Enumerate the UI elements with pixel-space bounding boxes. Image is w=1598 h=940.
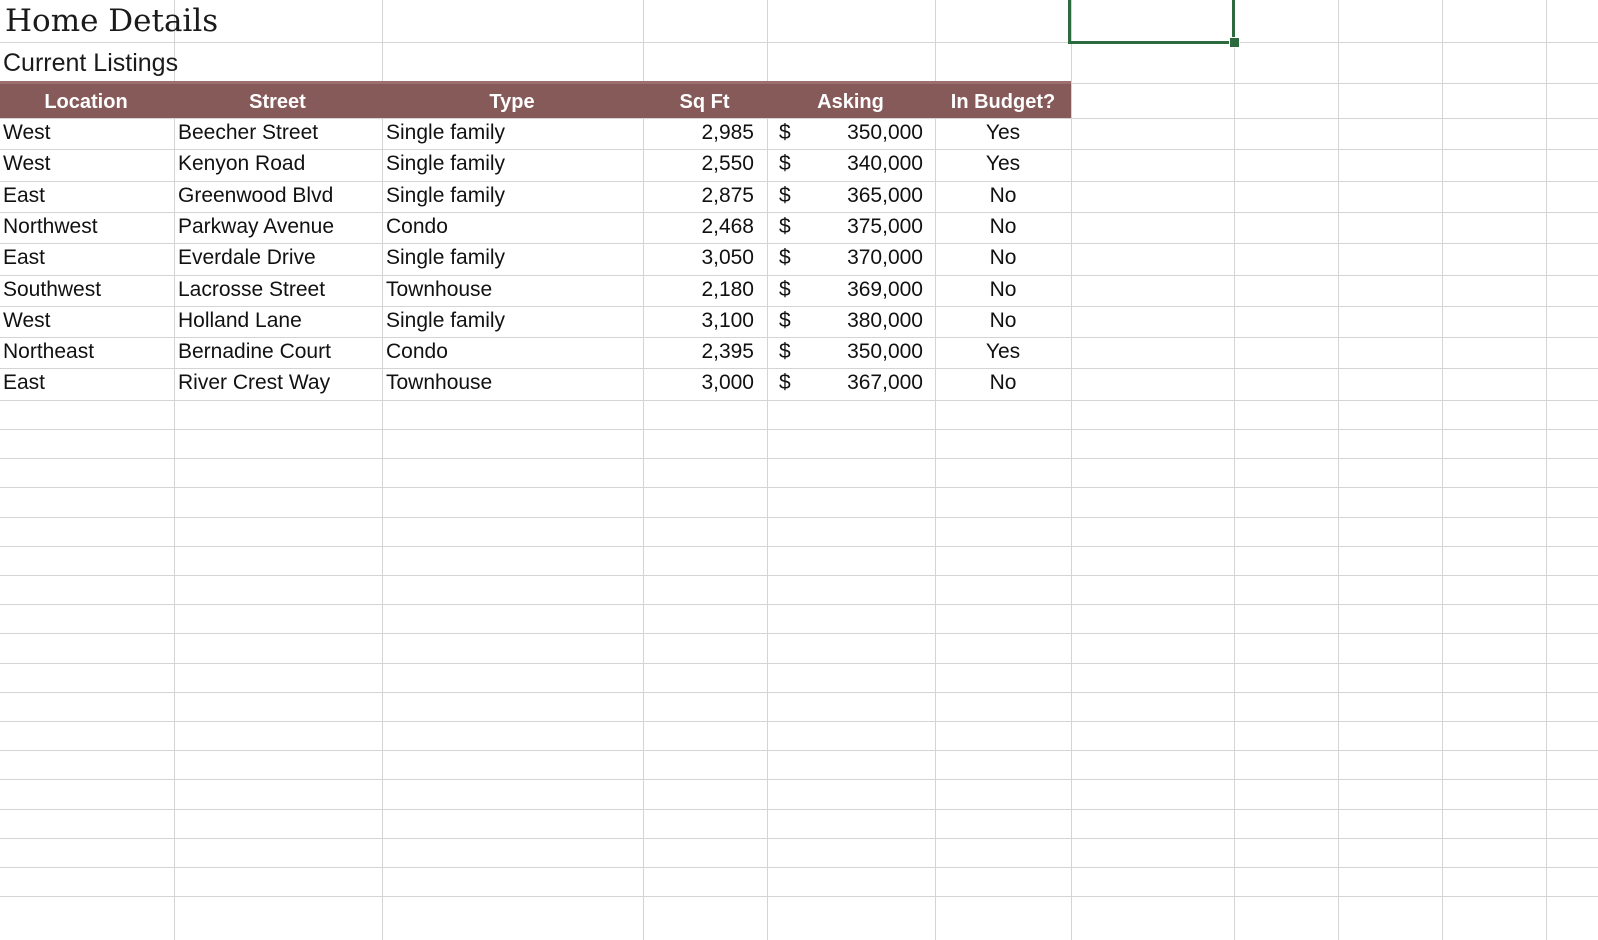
currency-symbol: $: [779, 152, 791, 175]
column-header-sqft[interactable]: Sq Ft: [679, 91, 730, 113]
fill-handle[interactable]: [1229, 37, 1240, 48]
cell-type[interactable]: Single family: [386, 152, 506, 175]
row-gridline: [0, 779, 1598, 780]
cell-in-budget[interactable]: No: [989, 278, 1017, 301]
cell-location[interactable]: West: [3, 121, 51, 144]
cell-sqft[interactable]: 2,550: [701, 152, 754, 175]
row-gridline: [0, 458, 1598, 459]
cell-street[interactable]: River Crest Way: [178, 371, 331, 394]
cell-location[interactable]: Southwest: [3, 278, 102, 301]
sheet-subtitle[interactable]: Current Listings: [3, 49, 179, 77]
cell-type[interactable]: Single family: [386, 246, 506, 269]
row-gridline: [0, 400, 1598, 401]
cell-asking[interactable]: 370,000: [847, 246, 923, 269]
cell-sqft[interactable]: 3,100: [701, 309, 754, 332]
cell-street[interactable]: Holland Lane: [178, 309, 302, 332]
cell-sqft[interactable]: 3,050: [701, 246, 754, 269]
currency-symbol: $: [779, 309, 791, 332]
column-gridline: [767, 0, 768, 940]
cell-sqft[interactable]: 2,180: [701, 278, 754, 301]
cell-type[interactable]: Single family: [386, 121, 506, 144]
selected-cell[interactable]: [1068, 0, 1235, 44]
cell-sqft[interactable]: 2,875: [701, 184, 754, 207]
currency-symbol: $: [779, 121, 791, 144]
row-gridline: [0, 663, 1598, 664]
cell-in-budget[interactable]: No: [989, 246, 1017, 269]
cell-location[interactable]: East: [3, 371, 46, 394]
currency-symbol: $: [779, 215, 791, 238]
cell-location[interactable]: West: [3, 309, 51, 332]
cell-street[interactable]: Greenwood Blvd: [178, 184, 334, 207]
cell-type[interactable]: Condo: [386, 340, 448, 363]
row-gridline: [0, 487, 1598, 488]
cell-location[interactable]: East: [3, 184, 46, 207]
cell-type[interactable]: Single family: [386, 309, 506, 332]
row-gridline: [0, 604, 1598, 605]
cell-type[interactable]: Townhouse: [386, 278, 493, 301]
cell-asking[interactable]: 340,000: [847, 152, 923, 175]
cell-sqft[interactable]: 3,000: [701, 371, 754, 394]
cell-sqft[interactable]: 2,395: [701, 340, 754, 363]
sheet-title[interactable]: Home Details: [5, 3, 219, 39]
currency-symbol: $: [779, 278, 791, 301]
row-gridline: [0, 867, 1598, 868]
cell-in-budget[interactable]: Yes: [985, 152, 1021, 175]
column-gridline: [1546, 0, 1547, 940]
row-gridline: [0, 692, 1598, 693]
column-header-location[interactable]: Location: [44, 91, 128, 113]
cell-in-budget[interactable]: Yes: [985, 121, 1021, 144]
cell-in-budget[interactable]: No: [989, 184, 1017, 207]
cell-asking[interactable]: 380,000: [847, 309, 923, 332]
cell-street[interactable]: Kenyon Road: [178, 152, 306, 175]
row-gridline: [0, 546, 1598, 547]
currency-symbol: $: [779, 340, 791, 363]
row-gridline: [0, 750, 1598, 751]
cell-sqft[interactable]: 2,985: [701, 121, 754, 144]
row-gridline: [0, 42, 1598, 43]
cell-asking[interactable]: 365,000: [847, 184, 923, 207]
cell-asking[interactable]: 350,000: [847, 121, 923, 144]
cell-in-budget[interactable]: No: [989, 309, 1017, 332]
cell-street[interactable]: Everdale Drive: [178, 246, 316, 269]
cell-location[interactable]: West: [3, 152, 51, 175]
column-gridline: [1338, 0, 1339, 940]
cell-sqft[interactable]: 2,468: [701, 215, 754, 238]
column-header-asking[interactable]: Asking: [817, 91, 884, 113]
cell-street[interactable]: Beecher Street: [178, 121, 319, 144]
cell-street[interactable]: Bernadine Court: [178, 340, 331, 363]
cell-asking[interactable]: 369,000: [847, 278, 923, 301]
cell-type[interactable]: Single family: [386, 184, 506, 207]
cell-in-budget[interactable]: No: [989, 215, 1017, 238]
row-gridline: [0, 721, 1598, 722]
column-header-street[interactable]: Street: [249, 91, 306, 113]
cell-location[interactable]: Northwest: [3, 215, 98, 238]
row-gridline: [0, 429, 1598, 430]
cell-location[interactable]: East: [3, 246, 46, 269]
cell-street[interactable]: Lacrosse Street: [178, 278, 326, 301]
row-gridline: [0, 838, 1598, 839]
cell-in-budget[interactable]: Yes: [985, 340, 1021, 363]
row-gridline: [0, 809, 1598, 810]
currency-symbol: $: [779, 184, 791, 207]
column-gridline: [1071, 0, 1072, 940]
cell-type[interactable]: Townhouse: [386, 371, 493, 394]
cell-street[interactable]: Parkway Avenue: [178, 215, 335, 238]
column-header-type[interactable]: Type: [489, 91, 535, 113]
row-gridline: [0, 575, 1598, 576]
column-gridline: [1234, 0, 1235, 940]
cell-type[interactable]: Condo: [386, 215, 448, 238]
cell-asking[interactable]: 367,000: [847, 371, 923, 394]
cell-location[interactable]: Northeast: [3, 340, 95, 363]
row-gridline: [0, 896, 1598, 897]
row-gridline: [0, 633, 1598, 634]
column-header-in-budget[interactable]: In Budget?: [950, 91, 1056, 113]
row-gridline: [0, 517, 1598, 518]
currency-symbol: $: [779, 246, 791, 269]
cell-asking[interactable]: 375,000: [847, 215, 923, 238]
cell-asking[interactable]: 350,000: [847, 340, 923, 363]
column-gridline: [1442, 0, 1443, 940]
currency-symbol: $: [779, 371, 791, 394]
cell-in-budget[interactable]: No: [989, 371, 1017, 394]
